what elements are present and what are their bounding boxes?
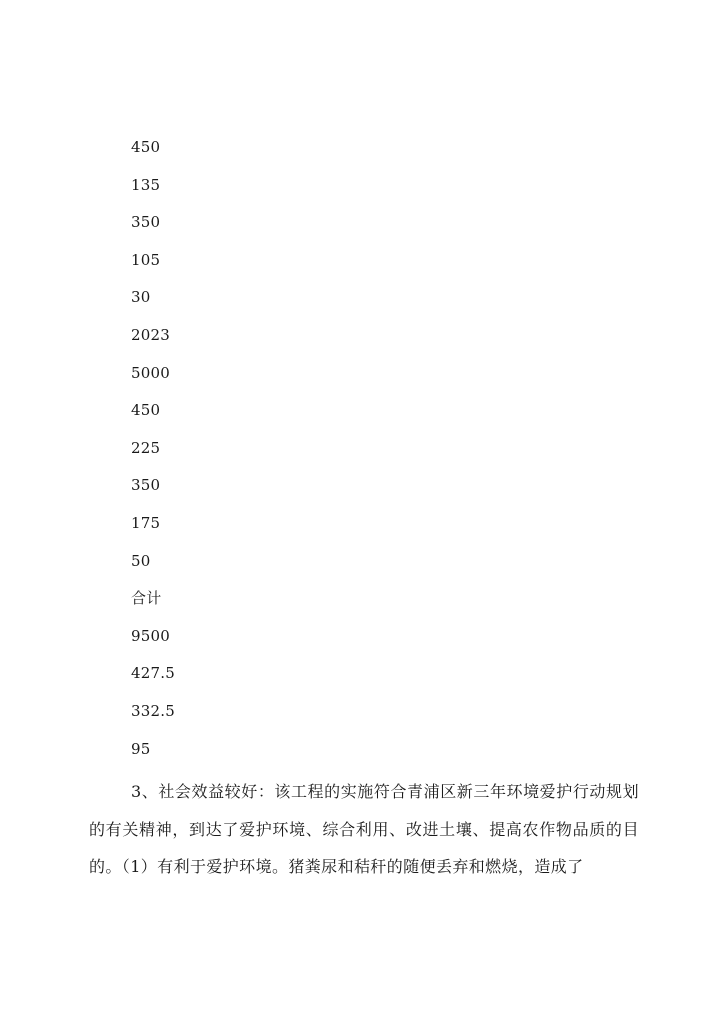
list-item: 5000: [131, 363, 170, 382]
list-item: 332.5: [131, 701, 175, 720]
list-item: 95: [131, 739, 151, 758]
list-item: 225: [131, 438, 161, 457]
list-item: 105: [131, 250, 161, 269]
list-item: 135: [131, 175, 161, 194]
list-item: 175: [131, 513, 161, 532]
list-item: 9500: [131, 626, 170, 645]
list-item: 350: [131, 476, 161, 495]
list-item: 30: [131, 288, 151, 307]
list-item: 2023: [131, 325, 170, 344]
list-item: 350: [131, 213, 161, 232]
total-label: 合计: [131, 589, 162, 608]
body-paragraph: 3、社会效益较好：该工程的实施符合青浦区新三年环境爱护行动规划的有关精神，到达了爱护环境、综合利用、改进土壤、提高农作物品质的目的。（1）有利于爱护环境。猪粪尿和秸秆的随便丢弃和燃烧，造成了: [89, 782, 639, 877]
value-list: [131, 134, 651, 773]
list-item: 427.5: [131, 664, 175, 683]
list-item: 450: [131, 138, 161, 156]
list-item: 50: [131, 551, 151, 570]
list-item: 450: [131, 401, 161, 420]
